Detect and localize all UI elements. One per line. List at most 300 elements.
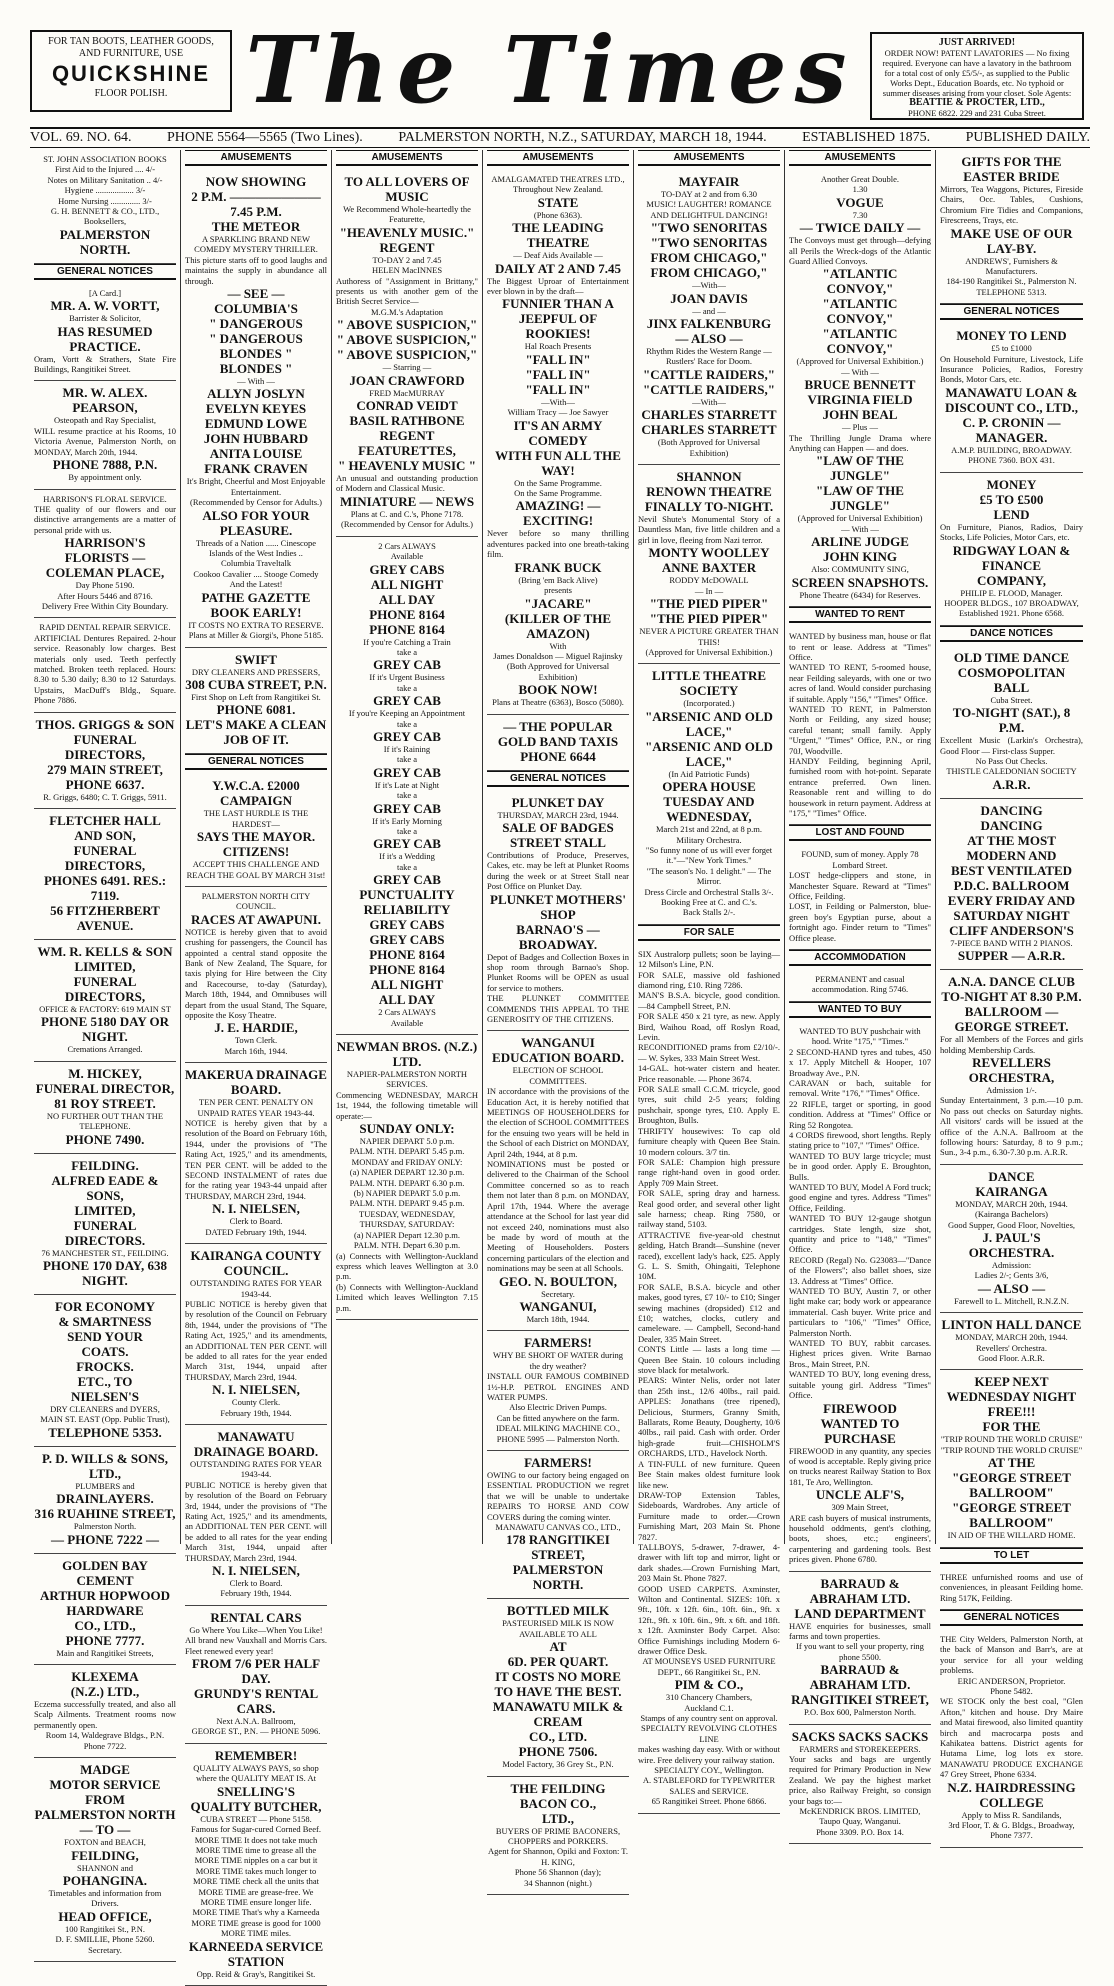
notice-line: TO-NIGHT AT 8.30 P.M. bbox=[941, 989, 1082, 1005]
notice-line: SEND YOUR bbox=[67, 1329, 143, 1345]
notice-line: Can be fitted anywhere on the farm. bbox=[496, 1412, 620, 1423]
notice-line: Go Where You Like—When You Like! bbox=[189, 1624, 323, 1635]
notice-line: Taupo Quay, Wanganui. bbox=[819, 1816, 901, 1827]
notice-line: Booksellers, bbox=[83, 216, 127, 227]
notice-line: SPECIALTY COY., Wellington. bbox=[654, 1765, 764, 1776]
notice-line: Model Factory, 36 Grey St., P.N. bbox=[502, 1759, 614, 1770]
notice-block bbox=[336, 537, 478, 1035]
notice-line: UNCLE ALF'S, bbox=[815, 1487, 905, 1503]
notice-line: Phone 3309. P.O. Box 14. bbox=[816, 1826, 904, 1837]
notice-line: MANAWATU LOAN & bbox=[945, 384, 1078, 400]
notice-line: N. I. NIELSEN, bbox=[212, 1382, 300, 1398]
notice-line: CITIZENS! bbox=[222, 844, 290, 860]
notice-line: NOTICE is hereby given that by a resolution of the Board on February 16th, 1944, under the provisions of "The Rating Act, 1925," and its amendments, TEN PER CENT. will be added to the SECOND INSTALMENT of rates due for the rating year 1943-44 unpaid after THURSDAY, MARCH 23rd, 1944. bbox=[185, 1118, 327, 1201]
notice-line: makes washing day easy. With or without wire. Free delivery your railway station. bbox=[638, 1744, 780, 1765]
notice-line: PUBLIC NOTICE is hereby given that by resolution of the Board on February 3rd, 1944, under the provisions of "The Rating Act, 1925," and its amendments, an ADDITIONAL TEN PER CENT. will be added to all rates for the year ending March 31st, 1944, unpaid after THURSDAY, March 23rd, 1944. bbox=[185, 1479, 327, 1563]
notice-block bbox=[185, 1606, 327, 1744]
notice-block bbox=[940, 1630, 1083, 1848]
notice-line: STREET STALL bbox=[510, 834, 606, 850]
notice-block bbox=[34, 381, 176, 489]
notice-line: HAVE enquiries for businesses, small farms and town properties. bbox=[789, 1620, 931, 1641]
notice-line: SWIFT bbox=[235, 651, 277, 667]
notice-line: GREY CAB bbox=[373, 836, 441, 852]
notice-line: PUNCTUALITY bbox=[359, 887, 455, 903]
notice-line: N. I. NIELSEN, bbox=[212, 1201, 300, 1217]
notice-line: JOAN DAVIS bbox=[670, 290, 748, 306]
notice-line: QUALITY BUTCHER, bbox=[190, 1798, 322, 1814]
notice-line: (Bring 'em Back Alive) bbox=[518, 574, 598, 585]
notice-block bbox=[34, 1154, 176, 1295]
notice-line: FLORISTS — COLEMAN PLACE, bbox=[45, 550, 165, 581]
notice-line: Admission 1/-. bbox=[986, 1084, 1037, 1095]
notice-line: BOTTLED MILK bbox=[506, 1603, 610, 1619]
notice-line: RANGITIKEI STREET, bbox=[791, 1692, 929, 1708]
notice-line: AT THE bbox=[987, 1455, 1036, 1471]
notice-line: BARNAO'S — BROADWAY. bbox=[516, 921, 600, 952]
notice-line: PHONE 8164 bbox=[369, 621, 445, 637]
notice-line: Phone 7722. bbox=[83, 1740, 127, 1751]
notice-line: WHY BE SHORT OF WATER during the dry weather? bbox=[493, 1350, 623, 1371]
notice-line: PLUNKET MOTHERS' SHOP bbox=[490, 891, 626, 922]
notice-line: JOHN BEAL bbox=[822, 407, 898, 423]
notice-line: FUNERAL DIRECTORS. bbox=[64, 1217, 146, 1248]
notice-line: EVERY FRIDAY AND bbox=[947, 892, 1076, 908]
notice-line: GOLD BAND TAXIS bbox=[497, 733, 619, 749]
notice-line: (Kairanga Bachelors) bbox=[975, 1209, 1048, 1220]
notice-line: 22 RIFLE, target or sporting, in good condition. Address at "Times" Office or Ring 52 Rongotea. bbox=[789, 1098, 931, 1130]
notice-line: THE quality of our flowers and our distinctive arrangements are a matter of personal pride with us. bbox=[34, 503, 176, 535]
notice-line: TUESDAY AND WEDNESDAY, bbox=[663, 794, 755, 825]
notice-line: BRUCE BENNETT bbox=[804, 377, 916, 393]
notice-line: MUSIC! LAUGHTER! ROMANCE AND DELIGHTFUL DANCING! bbox=[646, 199, 772, 220]
notice-line: SHANNON and bbox=[77, 1862, 133, 1873]
newspaper-title: The Times bbox=[245, 16, 855, 124]
notice-line: Y.W.C.A. £2000 bbox=[212, 778, 300, 794]
notice-line: "ARSENIC AND OLD LACE," bbox=[645, 738, 773, 769]
notice-line: COLUMBIA'S bbox=[214, 301, 298, 317]
notice-line: [A Card.] bbox=[88, 287, 122, 298]
section-heading: AMUSEMENTS bbox=[487, 150, 629, 166]
notice-line: MONEY TO LEND bbox=[956, 328, 1067, 344]
notice-line: PHONE 5180 DAY OR NIGHT. bbox=[41, 1014, 169, 1045]
notice-line: March 16th, 1944. bbox=[224, 1045, 288, 1056]
notice-line: R. Griggs, 6480; C. T. Griggs, 5911. bbox=[43, 791, 167, 802]
notice-line: — With — bbox=[841, 523, 879, 534]
section-heading: LOST AND FOUND bbox=[789, 825, 931, 841]
notice-line: ST. JOHN ASSOCIATION BOOKS bbox=[43, 154, 167, 164]
notice-line: RIDGWAY LOAN & FINANCE bbox=[952, 542, 1071, 573]
notice-line: MAN'S B.S.A. bicycle, good condition. —84 Campbell Street, P.N. bbox=[638, 990, 780, 1011]
notice-line: 6D. PER QUART. bbox=[507, 1654, 609, 1670]
notice-line: 76 MANCHESTER ST., FEILDING. bbox=[41, 1247, 169, 1258]
notice-line: DRAW-TOP Extension Tables, Sideboards, Wardrobes. Any article of Furniture made to order.—Crown Furnishing Mart, 203 Main St. Phone 7827. bbox=[638, 1489, 780, 1542]
notice-line: MAKERUA DRAINAGE BOARD. bbox=[185, 1067, 327, 1098]
notice-line: Room 14, Waldegrave Bldgs., P.N. bbox=[45, 1730, 165, 1741]
notice-line: MAIN ST. EAST (Opp. Public Trust), bbox=[40, 1414, 170, 1425]
ad-agent: BEATTIE & PROCTER, LTD., bbox=[909, 97, 1045, 108]
notice-line: Phone 7377. bbox=[990, 1830, 1033, 1841]
notice-line: PERMANENT and casual accommodation. Ring 5746. bbox=[811, 974, 909, 995]
notice-block bbox=[487, 1331, 629, 1451]
notice-line: — TO — bbox=[79, 1822, 131, 1838]
notice-line: 316 RUAHINE STREET, bbox=[34, 1506, 176, 1522]
notice-line: On the Same Programme. bbox=[514, 477, 602, 488]
notice-line: Farewell to L. Mitchell, R.N.Z.N. bbox=[954, 1295, 1069, 1306]
notice-line: "TWO SENORITAS bbox=[650, 235, 768, 251]
notice-line: FOR SALE, massive old fashioned diamond ring, £10. Ring 7286. bbox=[638, 969, 780, 990]
notice-line: take a bbox=[396, 754, 418, 765]
notice-line: —With— bbox=[541, 396, 575, 407]
notice-block bbox=[940, 1370, 1083, 1547]
notice-line: Hal Roach Presents bbox=[524, 341, 592, 352]
notice-line: GOLDEN BAY bbox=[62, 1557, 148, 1573]
notice-line: G. H. BENNETT & CO., LTD., bbox=[50, 206, 160, 217]
notice-line: NEWMAN BROS. (N.Z.) LTD. bbox=[336, 1039, 478, 1069]
notice-line: — With — bbox=[841, 366, 879, 377]
notice-line: Excellent Music (Larkin's Orchestra), Good Floor — First-class Supper. bbox=[940, 735, 1083, 756]
notice-block bbox=[487, 791, 629, 1032]
notice-line: IN accordance with the provisions of the Education Act, it is hereby notified that MEETINGS OF HOUSEHOLDERS for the election of SCHOOL COMMITTEES for the ensuing two years will be held in the School of each District on MONDAY, April 24th, 1944, at 8 p.m. bbox=[487, 1086, 629, 1159]
notice-line: WANTED TO BUY 12-gauge shotgun cartridges. State length, size shot, quantity and price to "148," "Times" Office. bbox=[789, 1213, 931, 1255]
notice-line: GOOD USED CARPETS. Axminster, Wilton and Continental. SIZES: 10ft. x 9ft., 10ft. x 12ft. 6in., 10ft. 6in., 9ft. x 12ft., 9ft. x 10ft. 6in., 9ft. x 6ft. and 18ft. x 12ft. Axminster Body Carpet. Also: Office Furnishings including Modern 6-drawer Office Desk. bbox=[638, 1583, 780, 1656]
notice-line: James Donaldson — Miguel Rajinsky bbox=[493, 650, 623, 661]
notice-line: ALL NIGHT bbox=[370, 576, 444, 592]
notice-line: NOMINATIONS must be posted or delivered to the Chairman of the School Committee concerned so as to reach them not later than 8 p.m. on MONDAY, April 17th, 1944. Where the average attendance at the School for last year did not exceed 240, nominations must also be made by word of mouth at the Meeting of Householders. Posters concerning particulars of the election and nominations may be seen at all Schools. bbox=[487, 1159, 629, 1274]
notice-line: ARTIFICIAL Dentures Repaired. 2-hour service. Reasonably low charges. Best materials only used. Teeth perfectly matched. Broken teeth replaced. Hours: 8.30 to 5.30 daily; 8.30 to 12 Saturdays. Upstairs, MacDuff's Bldg., Square. Phone 7886. bbox=[34, 632, 176, 706]
notice-line: MORE TIME miles. bbox=[221, 1928, 291, 1939]
notice-line: Never before so many thrilling adventures packed into one breath-taking film. bbox=[487, 528, 629, 560]
notice-line: HANDY Feilding, beginning April, furnished room with hot-point. Separate entrance preferred. Own linen. Reasonable rent and willing to do housework in return payment. Address at "175," "Times" Office. bbox=[789, 755, 931, 818]
notice-line: PHONES 6491. RES.: 7119. bbox=[43, 873, 167, 903]
notice-line: "The season's No. 1 delight." — The Mirror. bbox=[646, 865, 772, 887]
notice-line: LITTLE THEATRE SOCIETY bbox=[651, 668, 767, 699]
notice-line: CHARLES STARRETT bbox=[641, 407, 777, 423]
section-heading: AMUSEMENTS bbox=[336, 150, 478, 166]
notice-line: "So funny none of us will ever forget it."—"New York Times." bbox=[645, 844, 773, 866]
notice-line: M.G.M.'s Adaptation bbox=[371, 306, 443, 317]
notice-line: FROM 7/6 PER HALF DAY. bbox=[191, 1656, 321, 1687]
notice-block bbox=[34, 1665, 176, 1758]
notice-line: Back Stalls 2/-. bbox=[682, 907, 736, 918]
notice-line: QUALITY ALWAYS PAYS, so shop where the QUALITY MEAT IS. At bbox=[193, 1762, 319, 1784]
notice-block bbox=[34, 1447, 176, 1554]
notice-line: If it's a Wedding bbox=[379, 851, 435, 862]
notice-line: PALM. NTH. Depart 6.30 p.m. bbox=[353, 1240, 461, 1251]
notice-line: THE LAST HURDLE IS THE HARDEST— bbox=[203, 808, 309, 829]
notice-block bbox=[185, 1063, 327, 1244]
notice-line: GREY CAB bbox=[373, 872, 441, 888]
notice-line: Phone 5482. bbox=[990, 1685, 1033, 1696]
notice-block bbox=[34, 1758, 176, 1962]
notice-line: FARMERS and STOREKEEPERS. bbox=[799, 1743, 921, 1754]
notice-line: GIFTS FOR THE bbox=[961, 154, 1062, 169]
notice-line: TO-DAY at 2 and from 6.30 bbox=[660, 189, 757, 199]
notice-line: KAIRANGA bbox=[975, 1183, 1048, 1199]
notice-line: Plans at Theatre (6363), Bosco (5080). bbox=[492, 697, 624, 708]
notice-line: "JACARE" bbox=[524, 595, 592, 611]
notice-line: GREY CAB bbox=[373, 800, 441, 816]
notice-line: February 19th, 1944. bbox=[220, 1588, 292, 1599]
notice-line: HELEN MacINNES bbox=[371, 265, 443, 276]
notice-line: DANCING bbox=[980, 802, 1043, 818]
column-1 bbox=[30, 150, 181, 1955]
notice-block bbox=[940, 150, 1083, 304]
notice-line: P.O. Box 600, Palmerston North. bbox=[804, 1707, 916, 1718]
notice-line: And the Latest! bbox=[229, 579, 283, 590]
notice-line: — SEE — bbox=[227, 286, 285, 302]
section-heading: FOR SALE bbox=[638, 925, 780, 941]
notice-line: After Hours 5446 and 8716. bbox=[57, 590, 153, 601]
notice-line: RECORD (Regal) No. G23083—"Dance of the Flowers"; also ballet shoes, size 13. Address at "Times" Office. bbox=[789, 1254, 931, 1286]
notice-block bbox=[940, 1313, 1083, 1370]
notice-line: MORE TIME That's why a Karneeda bbox=[192, 1907, 320, 1918]
notice-line: LOST, in Feilding or Palmerston, blue-green boy's Egyptian purse, about a fortnight ago. Finder return to "Times" Office please. bbox=[789, 901, 931, 943]
notice-line: DRAINLAYERS. bbox=[56, 1491, 154, 1507]
notice-line: MINIATURE — NEWS bbox=[339, 493, 475, 509]
notice-block bbox=[185, 1244, 327, 1425]
notice-line: SUNDAY ONLY: bbox=[359, 1121, 455, 1137]
notice-line: PHONE 8164 bbox=[369, 962, 445, 978]
notice-line: HAS RESUMED PRACTICE. bbox=[57, 323, 153, 354]
notice-line: EVELYN KEYES bbox=[205, 401, 307, 417]
notice-line: AND SON, bbox=[74, 828, 136, 843]
notice-line: (a) Connects with Wellington-Auckland express which leaves Wellington at 3.0 p.m. bbox=[336, 1250, 478, 1282]
notice-line: Threads of a Nation ...... Cinescope bbox=[195, 537, 317, 548]
notice-line: FINALLY TO-NIGHT. bbox=[644, 499, 774, 515]
notice-line: On Household Furniture, Livestock, Life Insurance Policies, Radios, Forestry Bonds, Motor Cars, etc. bbox=[940, 353, 1083, 385]
notice-line: DRY CLEANERS and DYERS, bbox=[50, 1404, 160, 1415]
notice-line: HARRISON'S FLORAL SERVICE. bbox=[43, 493, 167, 504]
notice-line: Revellers' Orchestra. bbox=[976, 1342, 1047, 1353]
notice-line: WILL resume practice at his Rooms, 10 Victoria Avenue, Palmerston North, on MONDAY, March 20th, 1944. bbox=[34, 425, 176, 457]
notice-line: (Approved for Universal Exhibition.) bbox=[645, 646, 773, 657]
notice-line: CONRAD VEIDT bbox=[356, 398, 458, 414]
notice-line: MORE TIME time to grease all the bbox=[195, 1844, 317, 1855]
notice-line: RENOWN THEATRE bbox=[646, 484, 772, 500]
notice-block bbox=[34, 490, 176, 619]
notice-line: February 19th, 1944. bbox=[220, 1407, 292, 1418]
notice-line: — ALSO — bbox=[675, 331, 743, 347]
notice-line: CEMENT bbox=[76, 1572, 134, 1588]
notice-line: ANNE BAXTER bbox=[661, 560, 757, 576]
notice-line: REVELLERS ORCHESTRA, bbox=[968, 1054, 1055, 1085]
notice-line: KARNEEDA SERVICE STATION bbox=[188, 1938, 324, 1969]
notice-line: ERIC ANDERSON, Proprietor. bbox=[957, 1675, 1066, 1686]
notice-line: RELIABILITY bbox=[363, 902, 451, 918]
notice-block bbox=[185, 1744, 327, 1986]
notice-line: LTD., bbox=[541, 1810, 575, 1826]
phone-lines: PHONE 5564—5565 (Two Lines). bbox=[167, 130, 363, 145]
notice-line: IDEAL MILKING MACHINE CO., bbox=[495, 1423, 621, 1434]
notice-line: FARMERS! bbox=[524, 1455, 592, 1470]
notice-line: Eczema successfully treated, and also all Scalp Ailments. Treatment rooms now permanently open. bbox=[34, 1699, 176, 1730]
notice-line: (Recommended by Censor for Adults.) bbox=[190, 497, 322, 508]
notice-line: FRED MacMURRAY bbox=[369, 387, 445, 398]
notice-line: March 18th, 1944. bbox=[526, 1313, 590, 1324]
notice-line: MONTY WOOLLEY bbox=[648, 545, 770, 561]
section-heading: GENERAL NOTICES bbox=[185, 754, 327, 770]
dateline bbox=[30, 127, 1090, 148]
notice-block bbox=[789, 170, 931, 607]
section-heading: AMUSEMENTS bbox=[638, 150, 780, 166]
notice-line: THE LEADING THEATRE bbox=[512, 220, 604, 251]
notice-line: The Biggest Uproar of Entertainment ever blown in by the draft— bbox=[487, 275, 629, 297]
section-heading: WANTED TO BUY bbox=[789, 1002, 931, 1018]
notice-line: BARRAUD & ABRAHAM LTD. bbox=[809, 1575, 911, 1606]
notice-line: LIMITED, bbox=[74, 959, 136, 974]
notice-line: JOAN CRAWFORD bbox=[349, 372, 465, 388]
notice-line: MORE TIME grease is good for 1000 bbox=[191, 1917, 321, 1928]
notice-line: FIREWOOD bbox=[823, 1400, 897, 1416]
ad-line: FOR TAN BOOTS, LEATHER GOODS, bbox=[48, 36, 214, 47]
notice-line: HOOPER BLDGS., 107 BROADWAY, bbox=[944, 597, 1079, 608]
notice-line: MOTOR SERVICE bbox=[49, 1777, 161, 1793]
notice-line: SPECIALTY REVOLVING CLOTHES LINE bbox=[640, 1723, 777, 1744]
notice-line: FOR SALE, spring dray and harness. Real good order, and several other light sale harness; cheap. Ring 7580, or railway stand, 5103. bbox=[638, 1188, 780, 1230]
notice-line: GEORGE ST., P.N. — PHONE 5096. bbox=[191, 1726, 321, 1737]
notice-line: "HEAVENLY MUSIC." bbox=[339, 224, 475, 240]
notice-line: 2 Cars ALWAYS bbox=[378, 540, 436, 551]
notice-block bbox=[34, 940, 176, 1062]
ad-title: JUST ARRIVED! bbox=[938, 37, 1016, 48]
notice-line: Also: COMMUNITY SING, bbox=[811, 564, 909, 575]
notice-line: 2 P.M. ——————— 7.45 P.M. bbox=[191, 189, 321, 219]
notice-line: " DANGEROUS bbox=[209, 316, 303, 332]
notice-line: BOOK NOW! bbox=[518, 682, 598, 698]
notice-line: Plans at Miller & Giorgi's, Phone 5185. bbox=[188, 630, 324, 641]
notice-line: JINX FALKENBURG bbox=[646, 316, 772, 332]
notice-line: 2 Cars ALWAYS bbox=[378, 1007, 436, 1018]
notice-line: Opp. Reid & Gray's, Rangitikei St. bbox=[196, 1968, 316, 1979]
notice-line: Cuba Street. bbox=[990, 694, 1033, 705]
notice-line: £5 to £1000 bbox=[991, 343, 1032, 354]
section-heading: GENERAL NOTICES bbox=[487, 771, 629, 787]
notice-line: 56 FITZHERBERT AVENUE. bbox=[50, 903, 160, 933]
notice-line: (Approved for Universal Exhibition.) bbox=[796, 356, 924, 367]
notice-line: Dress Circle and Orchestral Stalls 3/-. bbox=[644, 886, 774, 897]
notice-block bbox=[336, 170, 478, 537]
notice-line: LET'S MAKE A CLEAN bbox=[185, 717, 327, 733]
notice-line: MANAWATU DRAINAGE BOARD. bbox=[193, 1428, 319, 1459]
notice-line: Depot of Badges and Collection Boxes in shop room through Barnao's Shop. Plunket Rooms will be OPEN as usual for service to mothers. bbox=[487, 951, 629, 993]
notice-line: INSTALL OUR FAMOUS COMBINED 1½-H.P. PETROL ENGINES AND WATER PUMPS. bbox=[487, 1371, 629, 1402]
notice-line: Barrister & Solicitor, bbox=[69, 313, 141, 324]
notice-line: WANTED TO BUY large tricycle; must be in good order. Apply E. Broughton, Bulls. bbox=[789, 1150, 931, 1182]
ad-body: ORDER NOW! PATENT LAVATORIES — No fixing required. Everyone can have a lavatory in the bathroom for a total cost of only £5/5/-, as supplied to the Public Works Dept., Education Boards, etc. No typhoid or summer diseases arising from your closet. Sole Agents: bbox=[882, 48, 1072, 98]
notice-line: CO., LTD. bbox=[528, 1729, 588, 1745]
notice-line: P. D. WILLS & SONS, bbox=[41, 1450, 169, 1466]
masthead bbox=[0, 0, 1114, 128]
column-6 bbox=[785, 150, 936, 1837]
notice-line: William Tracy — Joe Sawyer bbox=[507, 407, 609, 418]
quickshine-ad bbox=[30, 30, 232, 112]
notice-line: ALLYN JOSLYN bbox=[207, 386, 305, 402]
notice-line: BOOK EARLY! bbox=[210, 604, 302, 620]
notice-line: FROM bbox=[85, 1792, 125, 1808]
notice-line: AMALGAMATED THEATRES LTD., Throughout New Zealand. bbox=[491, 174, 625, 195]
notice-line: OWING to our factory being engaged on ESSENTIAL PRODUCTION we regret that we will be unable to undertake REPAIRS TO HORSE AND COW COVERS during the coming winter. bbox=[487, 1470, 629, 1522]
notice-line: take a bbox=[396, 861, 418, 872]
notice-line: DAILY AT 2 AND 7.45 bbox=[494, 260, 622, 276]
notice-line: Military Orchestra. bbox=[676, 834, 742, 845]
notice-block bbox=[487, 715, 629, 771]
notice-line: PALMERSTON NORTH CITY COUNCIL. bbox=[201, 890, 311, 912]
notice-line: TO HAVE THE BEST. bbox=[494, 1684, 622, 1700]
notice-line: — ALSO — bbox=[977, 1280, 1046, 1296]
notice-line: Good Floor. A.R.R. bbox=[978, 1353, 1045, 1364]
notice-line: MADGE bbox=[80, 1762, 130, 1778]
notice-line: C. P. CRONIN — MANAGER. bbox=[962, 414, 1061, 445]
notice-line: " ABOVE SUSPICION," bbox=[336, 332, 478, 348]
notice-line: VIRGINIA FIELD bbox=[807, 392, 913, 408]
notice-line: Plans at C. and C.'s, Phone 7178. bbox=[350, 508, 464, 519]
notice-line: ALL DAY bbox=[378, 591, 436, 607]
section-heading: AMUSEMENTS bbox=[185, 150, 327, 166]
notice-line: Apply to Miss R. Sandilands, bbox=[961, 1809, 1062, 1820]
notice-line: BEST VENTILATED bbox=[950, 862, 1073, 878]
column-4 bbox=[483, 150, 634, 1888]
notice-line: "LAW OF THE JUNGLE" bbox=[816, 453, 904, 484]
notice-line: take a bbox=[396, 682, 418, 693]
notice-line: County Clerk. bbox=[231, 1397, 281, 1408]
notice-line: — and — bbox=[692, 305, 726, 316]
notice-line: BARRAUD & ABRAHAM LTD. bbox=[809, 1662, 911, 1693]
notice-line: 81 ROY STREET. bbox=[54, 1095, 156, 1111]
notice-line: DATED February 19th, 1944. bbox=[205, 1226, 307, 1237]
notice-line: TO ALL LOVERS OF MUSIC bbox=[344, 174, 470, 204]
notice-line: GREY CABS bbox=[369, 932, 445, 948]
notice-line: THURSDAY, MARCH 23rd, 1944. bbox=[497, 809, 619, 820]
notice-line: WANTED TO BUY, Model A Ford truck; good engine and tyres. Address "Times" Office, Feilding. bbox=[789, 1181, 931, 1213]
columns bbox=[30, 150, 1090, 1979]
notice-line: PATHE GAZETTE bbox=[201, 589, 311, 605]
section-heading: GENERAL NOTICES bbox=[34, 264, 176, 280]
notice-line: FEILDING, bbox=[71, 1847, 139, 1863]
notice-line: GEO. N. BOULTON, bbox=[498, 1273, 618, 1289]
ad-brand: QUICKSHINE bbox=[51, 61, 211, 86]
notice-line: PLUMBERS and bbox=[75, 1480, 135, 1491]
notice-line: Sunday Entertainment, 3 p.m.—10 p.m. No pass out checks on Saturday nights. All visitors' cards will be issued at the office of the A.N.A. Ballroom at the following hours: Saturday, 8 to 9 p.m.; Sun., 3-4 p.m., 6.30-7.30 p.m. A.R.R. bbox=[940, 1095, 1083, 1158]
notice-line: BLONDES " bbox=[219, 346, 293, 362]
notice-line: IT COSTS NO MORE bbox=[495, 1669, 621, 1685]
notice-line: RECONDITIONED prams from £2/10/-. — W. Sykes, 333 Main Street West. bbox=[638, 1042, 780, 1063]
notice-block bbox=[940, 799, 1083, 970]
notice-line: (b) NAPIER DEPART 5.0 p.m. bbox=[353, 1188, 461, 1199]
notice-line: FIREWOOD in any quantity, any species of wood is acceptable. Reply giving price on trucks nearest Railway Station to Box 181, Te Aro, Wellington. bbox=[789, 1445, 931, 1487]
notice-line: WM. R. KELLS & SON bbox=[37, 944, 173, 959]
notice-line: SIX Australorp pullets; soon be laying—12 Milson's Line, P.N. bbox=[638, 948, 780, 970]
column-2 bbox=[181, 150, 332, 1979]
notice-line: "THE PIED PIPER" bbox=[649, 611, 769, 627]
notice-line: A. STABLEFORD for TYPEWRITER SALES and SERVICE. bbox=[642, 1775, 776, 1796]
notice-line: ATTRACTIVE five-year-old chestnut gelding, Hatch Brandt—Sunshine (never raced), excellent lady's hack, £25. Apply G. L. S. Smith, Ohingaiti, Telephone 10M. bbox=[638, 1229, 780, 1282]
notice-line: PHONE 7360. BOX 431. bbox=[968, 455, 1055, 466]
notice-line: Secretary. bbox=[88, 1944, 122, 1955]
notice-line: 3rd Floor, T. & G. Bldgs., Broadway, bbox=[948, 1820, 1075, 1830]
notice-block bbox=[487, 1777, 629, 1895]
notice-line: Notes on Military Sanitation .. 4/- bbox=[47, 174, 163, 185]
notice-line: PALM. NTH. DEPART 5.45 p.m. bbox=[349, 1146, 465, 1157]
notice-line: FOR SALE: Champion high pressure range right-hand oven in good order. Apply 709 Main Street. bbox=[638, 1156, 780, 1188]
notice-line: 7-PIECE BAND WITH 2 PIANOS. bbox=[950, 937, 1073, 948]
notice-line: We Recommend Whole-heartedly the Featurette, bbox=[343, 204, 471, 225]
notice-line: 34 Shannon (night.) bbox=[524, 1877, 592, 1888]
notice-line: IT'S AN ARMY COMEDY bbox=[513, 417, 603, 448]
notice-block bbox=[34, 618, 176, 712]
notice-line: MORE TIME are grease-free. We bbox=[198, 1886, 314, 1897]
notice-line: CLIFF ANDERSON'S bbox=[949, 922, 1074, 938]
notice-line: FROM CHICAGO," bbox=[650, 265, 768, 281]
